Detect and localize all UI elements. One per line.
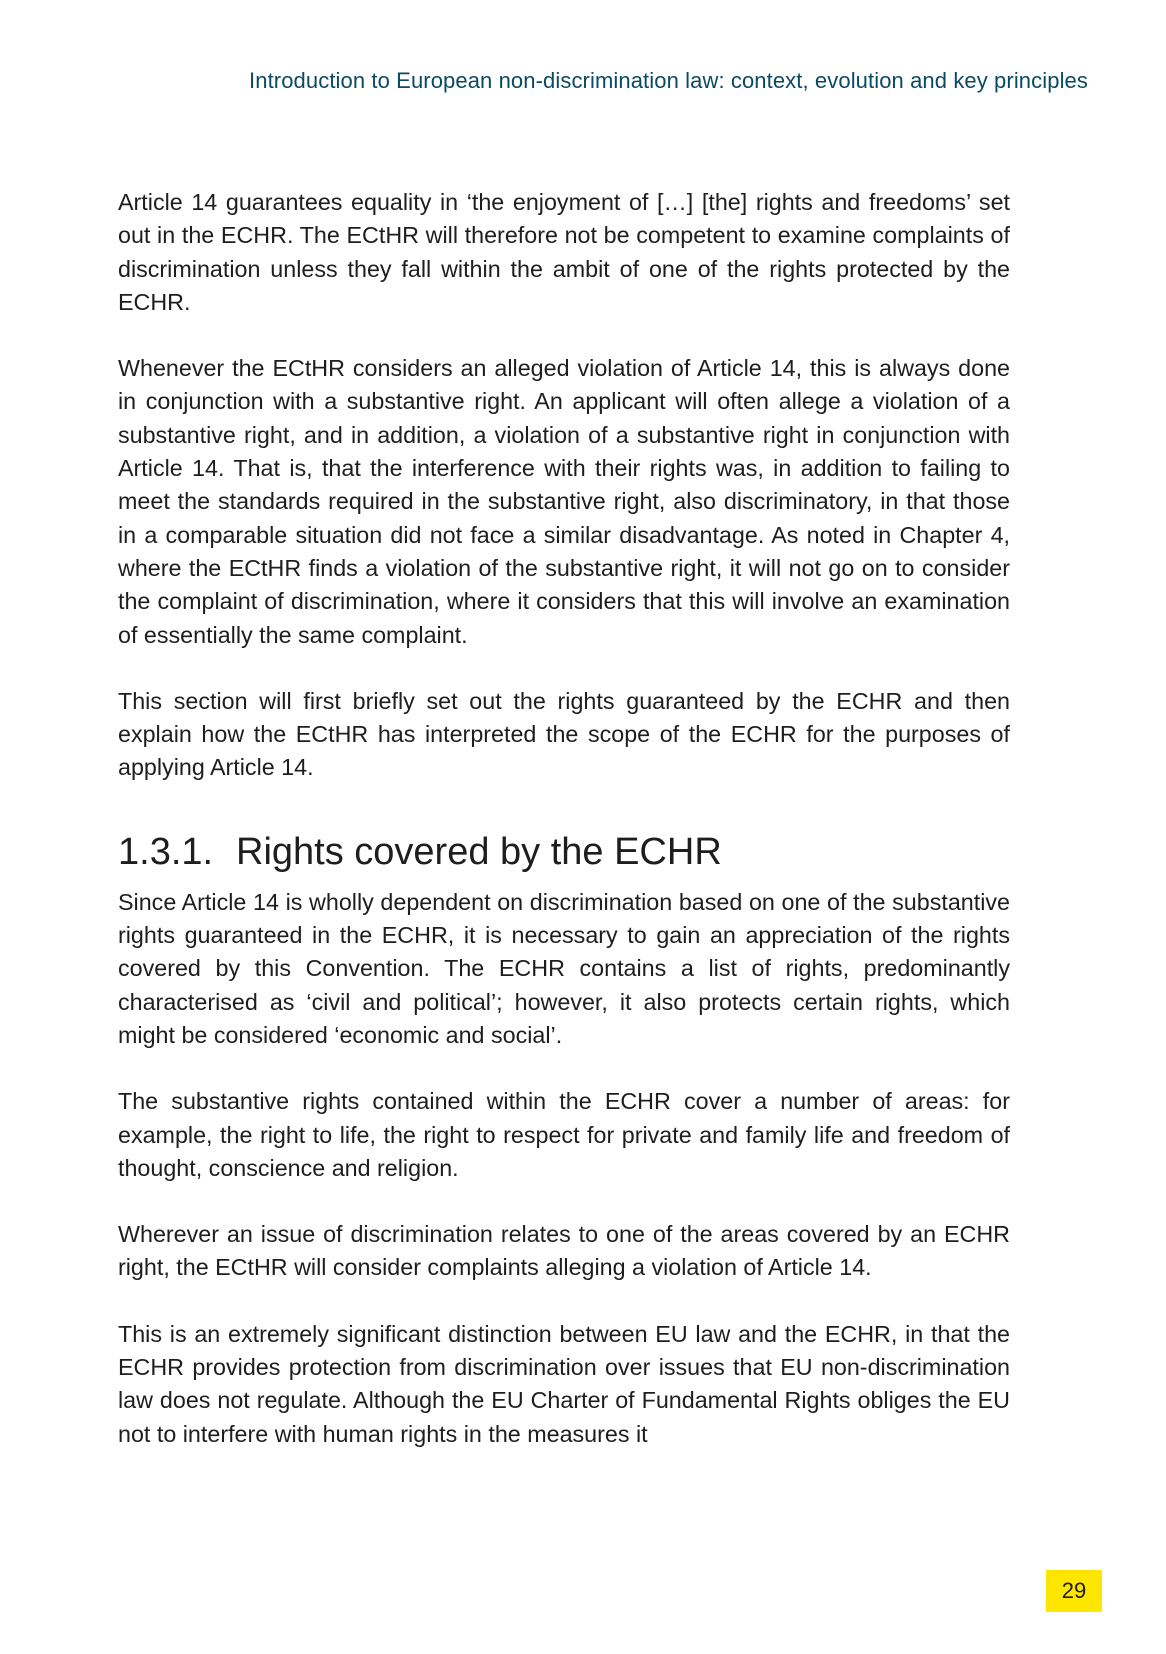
- section-number: 1.3.1.: [118, 830, 214, 873]
- paragraph: This section will first briefly set out the rights guaranteed by the ECHR and then explain how the ECtHR has interpreted the scope of the ECHR for the purposes of applying Article 14.: [118, 687, 1010, 781]
- page-number: 29: [1046, 1570, 1102, 1612]
- paragraph: Wherever an issue of discrimination relates to one of the areas covered by an ECHR right, the ECtHR will consider complaints alleging a violation of Article 14.: [118, 1221, 1010, 1281]
- paragraph: Since Article 14 is wholly dependent on discrimination based on one of the substantive rights guaranteed in the ECHR, it is necessary to gain an appreciation of the rights covered by this Convention. The ECHR contains a list of rights, predominantly characterised as ‘civil and political’; however, it also protects certain rights, which might be considered ‘economic and social’.: [118, 888, 1010, 1048]
- paragraph: The substantive rights contained within the ECHR cover a number of areas: for example, the right to life, the right to respect for private and family life and freedom of thought, conscience and religion.: [118, 1088, 1010, 1181]
- section-title: Rights covered by the ECHR: [236, 830, 722, 873]
- paragraph: This is an extremely significant distinction between EU law and the ECHR, in that the ECHR provides protection from discrimination over issues that EU non-discrimination law does not regulate. Although the EU Charter of Fundamental Rights obliges the EU not to interfere with human rights in the measures it: [118, 1320, 1010, 1447]
- paragraph: Article 14 guarantees equality in ‘the enjoyment of […] [the] rights and freedoms’ set out in the ECHR. The ECtHR will therefore not be competent to examine complaints of discrimination unless they fall within the ambit of one of the rights protected by the ECHR.: [118, 189, 1010, 315]
- section-heading: [118, 830, 1010, 874]
- running-header: Introduction to European non-discrimination law: context, evolution and key principles: [249, 68, 1088, 93]
- paragraph: Whenever the ECtHR considers an alleged violation of Article 14, this is always done in conjunction with a substantive right. An applicant will often allege a violation of a substantive right, and in addition, a violation of a substantive right in conjunction with Article 14. That is, that the interference with their rights was, in addition to failing to meet the standards required in the substantive right, also discriminatory, in that those in a comparable situation did not face a similar disadvantage. As noted in Chapter 4, where the ECtHR finds a violation of the substantive right, it will not go on to consider the complaint of discrimination, where it considers that this will involve an examination of essentially the same complaint.: [118, 355, 1010, 648]
- page-content: [118, 186, 1010, 1484]
